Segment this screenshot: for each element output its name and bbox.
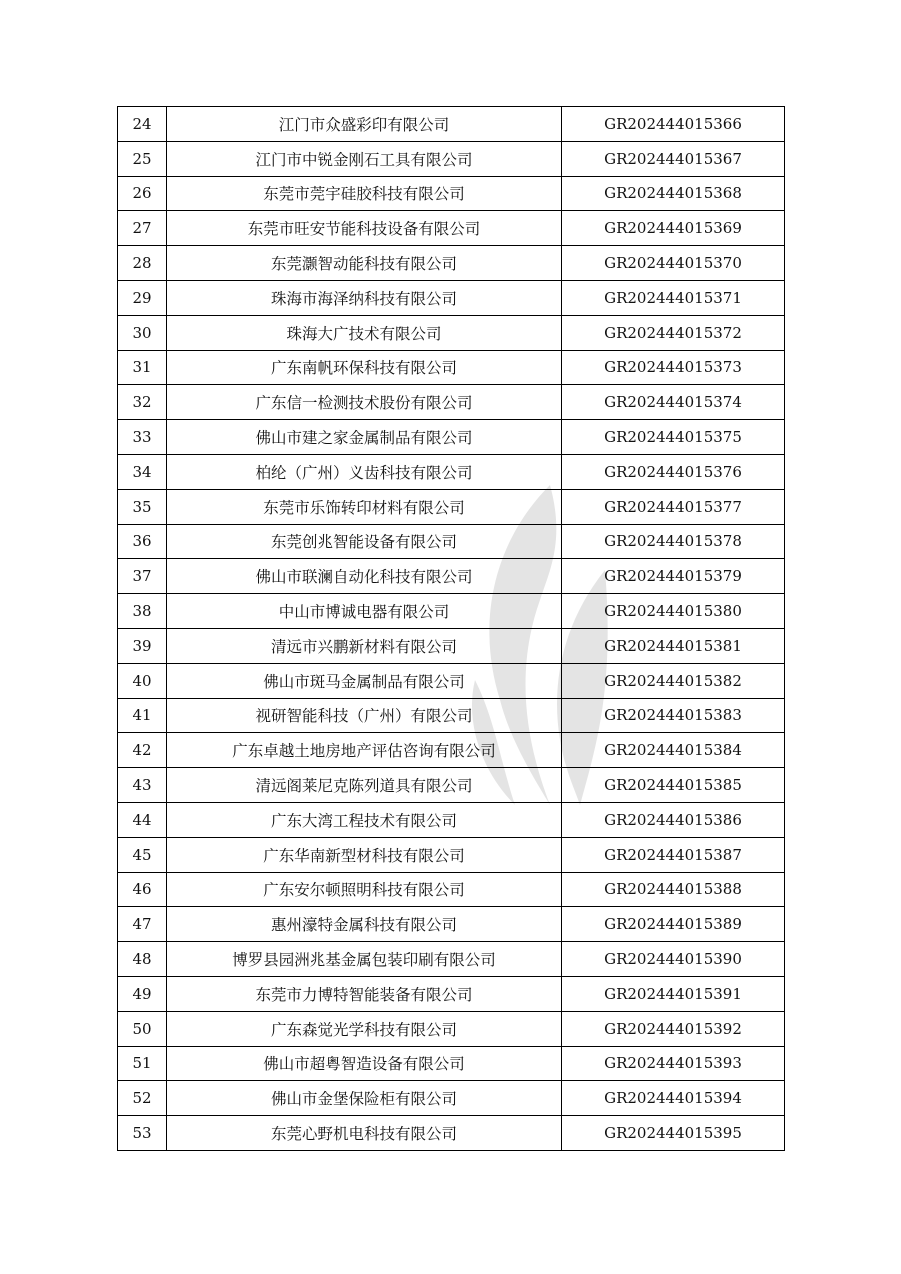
certificate-code: GR202444015386 — [562, 802, 785, 837]
certificate-code: GR202444015368 — [562, 176, 785, 211]
certificate-code: GR202444015369 — [562, 211, 785, 246]
row-number: 44 — [118, 802, 167, 837]
company-name: 东莞心野机电科技有限公司 — [167, 1116, 562, 1151]
company-name: 清远阁莱尼克陈列道具有限公司 — [167, 768, 562, 803]
company-name: 东莞市旺安节能科技设备有限公司 — [167, 211, 562, 246]
company-table — [117, 106, 785, 1151]
table-row — [118, 385, 785, 420]
table-row — [118, 1116, 785, 1151]
table-row — [118, 350, 785, 385]
row-number: 42 — [118, 733, 167, 768]
row-number: 36 — [118, 524, 167, 559]
company-name: 广东卓越土地房地产评估咨询有限公司 — [167, 733, 562, 768]
certificate-code: GR202444015385 — [562, 768, 785, 803]
table-row — [118, 594, 785, 629]
table-row — [118, 246, 785, 281]
company-name: 佛山市联澜自动化科技有限公司 — [167, 559, 562, 594]
table-row — [118, 141, 785, 176]
company-name: 广东森觉光学科技有限公司 — [167, 1011, 562, 1046]
table-row — [118, 698, 785, 733]
row-number: 31 — [118, 350, 167, 385]
certificate-code: GR202444015367 — [562, 141, 785, 176]
company-name: 惠州濠特金属科技有限公司 — [167, 907, 562, 942]
row-number: 24 — [118, 107, 167, 142]
company-name: 广东安尔顿照明科技有限公司 — [167, 872, 562, 907]
company-name: 博罗县园洲兆基金属包装印刷有限公司 — [167, 942, 562, 977]
row-number: 38 — [118, 594, 167, 629]
table-row — [118, 837, 785, 872]
company-name: 珠海大广技术有限公司 — [167, 315, 562, 350]
company-name: 佛山市超粤智造设备有限公司 — [167, 1046, 562, 1081]
table-row — [118, 489, 785, 524]
table-row — [118, 907, 785, 942]
table-row — [118, 211, 785, 246]
certificate-code: GR202444015395 — [562, 1116, 785, 1151]
company-name: 中山市博诚电器有限公司 — [167, 594, 562, 629]
table-row — [118, 976, 785, 1011]
row-number: 33 — [118, 420, 167, 455]
row-number: 27 — [118, 211, 167, 246]
certificate-code: GR202444015366 — [562, 107, 785, 142]
row-number: 26 — [118, 176, 167, 211]
row-number: 37 — [118, 559, 167, 594]
company-name: 佛山市斑马金属制品有限公司 — [167, 663, 562, 698]
certificate-code: GR202444015389 — [562, 907, 785, 942]
certificate-code: GR202444015370 — [562, 246, 785, 281]
company-name: 清远市兴鹏新材料有限公司 — [167, 628, 562, 663]
certificate-code: GR202444015392 — [562, 1011, 785, 1046]
table-row — [118, 1011, 785, 1046]
company-name: 珠海市海泽纳科技有限公司 — [167, 280, 562, 315]
company-name: 佛山市建之家金属制品有限公司 — [167, 420, 562, 455]
company-name: 江门市中锐金刚石工具有限公司 — [167, 141, 562, 176]
certificate-code: GR202444015371 — [562, 280, 785, 315]
company-name: 广东信一检测技术股份有限公司 — [167, 385, 562, 420]
table-row — [118, 315, 785, 350]
company-name: 柏纶（广州）义齿科技有限公司 — [167, 454, 562, 489]
company-name: 东莞市莞宇硅胶科技有限公司 — [167, 176, 562, 211]
table-row — [118, 280, 785, 315]
certificate-code: GR202444015373 — [562, 350, 785, 385]
company-name: 东莞创兆智能设备有限公司 — [167, 524, 562, 559]
table-row — [118, 733, 785, 768]
table-row — [118, 559, 785, 594]
row-number: 29 — [118, 280, 167, 315]
table-row — [118, 107, 785, 142]
certificate-code: GR202444015380 — [562, 594, 785, 629]
company-name: 广东华南新型材科技有限公司 — [167, 837, 562, 872]
company-name: 东莞市乐饰转印材料有限公司 — [167, 489, 562, 524]
row-number: 25 — [118, 141, 167, 176]
row-number: 35 — [118, 489, 167, 524]
row-number: 51 — [118, 1046, 167, 1081]
table-body — [118, 107, 785, 1151]
certificate-code: GR202444015390 — [562, 942, 785, 977]
certificate-code: GR202444015379 — [562, 559, 785, 594]
row-number: 34 — [118, 454, 167, 489]
table-row — [118, 768, 785, 803]
row-number: 46 — [118, 872, 167, 907]
certificate-code: GR202444015378 — [562, 524, 785, 559]
table-row — [118, 1081, 785, 1116]
row-number: 53 — [118, 1116, 167, 1151]
company-name: 东莞市力博特智能装备有限公司 — [167, 976, 562, 1011]
certificate-code: GR202444015376 — [562, 454, 785, 489]
row-number: 28 — [118, 246, 167, 281]
certificate-code: GR202444015391 — [562, 976, 785, 1011]
row-number: 48 — [118, 942, 167, 977]
certificate-code: GR202444015372 — [562, 315, 785, 350]
row-number: 47 — [118, 907, 167, 942]
certificate-code: GR202444015388 — [562, 872, 785, 907]
table-row — [118, 872, 785, 907]
certificate-code: GR202444015375 — [562, 420, 785, 455]
certificate-code: GR202444015384 — [562, 733, 785, 768]
certificate-code: GR202444015382 — [562, 663, 785, 698]
row-number: 30 — [118, 315, 167, 350]
company-name: 东莞灏智动能科技有限公司 — [167, 246, 562, 281]
certificate-code: GR202444015381 — [562, 628, 785, 663]
table-row — [118, 663, 785, 698]
table-row — [118, 454, 785, 489]
table-row — [118, 176, 785, 211]
company-name: 广东南帆环保科技有限公司 — [167, 350, 562, 385]
row-number: 32 — [118, 385, 167, 420]
row-number: 43 — [118, 768, 167, 803]
company-name: 江门市众盛彩印有限公司 — [167, 107, 562, 142]
certificate-code: GR202444015374 — [562, 385, 785, 420]
company-name: 视研智能科技（广州）有限公司 — [167, 698, 562, 733]
certificate-code: GR202444015394 — [562, 1081, 785, 1116]
certificate-code: GR202444015383 — [562, 698, 785, 733]
table-row — [118, 802, 785, 837]
company-name: 佛山市金堡保险柜有限公司 — [167, 1081, 562, 1116]
table-row — [118, 420, 785, 455]
table-row — [118, 1046, 785, 1081]
company-name: 广东大湾工程技术有限公司 — [167, 802, 562, 837]
certificate-code: GR202444015393 — [562, 1046, 785, 1081]
table-row — [118, 628, 785, 663]
certificate-code: GR202444015377 — [562, 489, 785, 524]
row-number: 39 — [118, 628, 167, 663]
table-row — [118, 942, 785, 977]
certificate-code: GR202444015387 — [562, 837, 785, 872]
row-number: 49 — [118, 976, 167, 1011]
row-number: 40 — [118, 663, 167, 698]
row-number: 50 — [118, 1011, 167, 1046]
row-number: 52 — [118, 1081, 167, 1116]
row-number: 45 — [118, 837, 167, 872]
table-row — [118, 524, 785, 559]
row-number: 41 — [118, 698, 167, 733]
